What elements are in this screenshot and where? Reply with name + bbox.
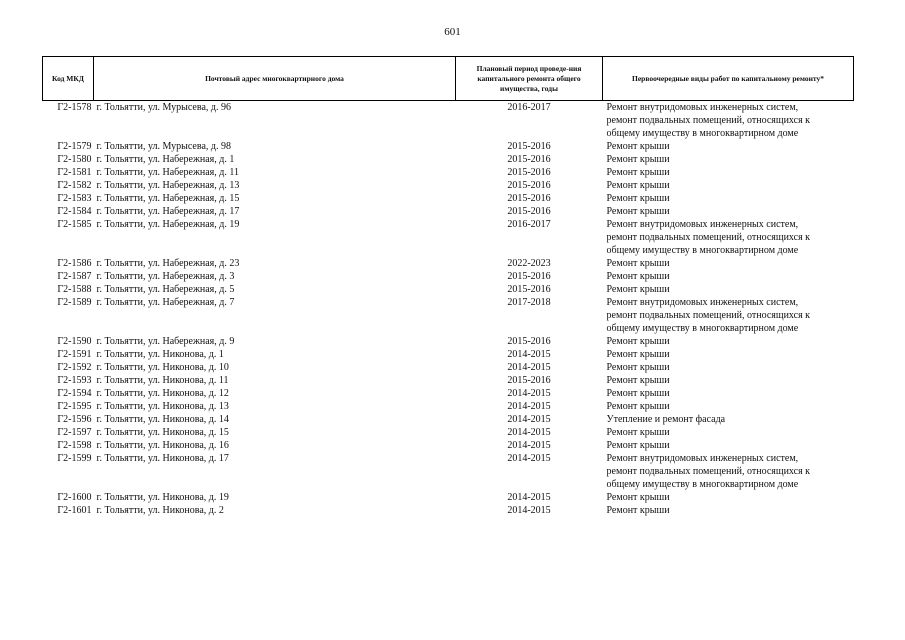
- cell-address: г. Тольятти, ул. Набережная, д. 13: [96, 180, 240, 191]
- cell-code: Г2-1593: [57, 375, 92, 386]
- table-row: [43, 257, 854, 270]
- cell-period: 2015-2016: [507, 180, 551, 191]
- column-header-works: Первоочередные виды работ по капитальному ремонту*: [603, 57, 854, 101]
- table-row: [43, 270, 854, 283]
- cell-works: [603, 361, 854, 374]
- table-row: [43, 335, 854, 348]
- table-row: [43, 296, 854, 335]
- table-row: [43, 140, 854, 153]
- cell-code: Г2-1595: [57, 401, 92, 412]
- cell-period: 2017-2018: [507, 297, 551, 308]
- cell-code: Г2-1587: [57, 271, 92, 282]
- cell-works: [603, 335, 854, 348]
- works-line: Ремонт крыши: [606, 440, 670, 451]
- works-line: Ремонт крыши: [606, 492, 670, 503]
- cell-works: [603, 348, 854, 361]
- cell-works: [603, 426, 854, 439]
- column-header-period: Плановый период проведе-ния капитального ремонта общего имущества, годы: [456, 57, 603, 101]
- works-line: Ремонт крыши: [606, 505, 670, 516]
- works-line: Утепление и ремонт фасада: [606, 414, 726, 425]
- works-line: Ремонт крыши: [606, 362, 670, 373]
- cell-code: Г2-1600: [57, 492, 92, 503]
- works-line: Ремонт крыши: [606, 180, 670, 191]
- cell-works: [603, 257, 854, 270]
- cell-works: [603, 205, 854, 218]
- cell-period: 2015-2016: [507, 375, 551, 386]
- cell-address: г. Тольятти, ул. Набережная, д. 19: [96, 219, 240, 230]
- cell-period: 2014-2015: [507, 414, 551, 425]
- cell-code: Г2-1597: [57, 427, 92, 438]
- cell-address: г. Тольятти, ул. Мурысева, д. 96: [96, 102, 231, 113]
- table-row: [43, 439, 854, 452]
- cell-works: [603, 140, 854, 153]
- works-line: ремонт подвальных помещений, относящихся к: [606, 232, 811, 243]
- works-line: Ремонт крыши: [606, 375, 670, 386]
- cell-works: [603, 452, 854, 491]
- cell-works: [603, 283, 854, 296]
- table-row: [43, 205, 854, 218]
- works-line: Ремонт внутридомовых инженерных систем,: [606, 219, 799, 230]
- works-line: Ремонт крыши: [606, 258, 670, 269]
- cell-code: Г2-1590: [57, 336, 92, 347]
- works-line: Ремонт внутридомовых инженерных систем,: [606, 453, 799, 464]
- cell-address: г. Тольятти, ул. Никонова, д. 10: [96, 362, 229, 373]
- works-line: ремонт подвальных помещений, относящихся к: [606, 115, 811, 126]
- cell-address: г. Тольятти, ул. Набережная, д. 17: [96, 206, 240, 217]
- works-line: Ремонт внутридомовых инженерных систем,: [606, 297, 799, 308]
- cell-period: 2014-2015: [507, 440, 551, 451]
- works-line: Ремонт крыши: [606, 271, 670, 282]
- works-line: общему имуществу в многоквартирном доме: [606, 128, 799, 139]
- cell-period: 2014-2015: [507, 401, 551, 412]
- cell-works: [603, 413, 854, 426]
- cell-period: 2015-2016: [507, 193, 551, 204]
- cell-works: [603, 218, 854, 257]
- cell-period: 2015-2016: [507, 167, 551, 178]
- cell-address: г. Тольятти, ул. Никонова, д. 16: [96, 440, 229, 451]
- works-line: общему имуществу в многоквартирном доме: [606, 323, 799, 334]
- cell-works: [603, 400, 854, 413]
- works-line: Ремонт крыши: [606, 284, 670, 295]
- table-row: [43, 374, 854, 387]
- works-line: Ремонт крыши: [606, 349, 670, 360]
- works-line: Ремонт крыши: [606, 154, 670, 165]
- cell-period: 2014-2015: [507, 453, 551, 464]
- table-row: [43, 192, 854, 205]
- cell-code: Г2-1588: [57, 284, 92, 295]
- cell-period: 2016-2017: [507, 219, 551, 230]
- table-row: [43, 218, 854, 257]
- works-line: Ремонт внутридомовых инженерных систем,: [606, 102, 799, 113]
- cell-address: г. Тольятти, ул. Никонова, д. 12: [96, 388, 229, 399]
- works-line: Ремонт крыши: [606, 427, 670, 438]
- table-row: [43, 491, 854, 504]
- works-line: общему имуществу в многоквартирном доме: [606, 479, 799, 490]
- cell-works: [603, 439, 854, 452]
- cell-address: г. Тольятти, ул. Никонова, д. 1: [96, 349, 224, 360]
- cell-address: г. Тольятти, ул. Никонова, д. 17: [96, 453, 229, 464]
- table-row: [43, 387, 854, 400]
- table-row: [43, 452, 854, 491]
- cell-works: [603, 270, 854, 283]
- cell-address: г. Тольятти, ул. Набережная, д. 9: [96, 336, 235, 347]
- cell-code: Г2-1585: [57, 219, 92, 230]
- table-row: [43, 101, 854, 141]
- works-line: Ремонт крыши: [606, 206, 670, 217]
- cell-works: [603, 374, 854, 387]
- cell-address: г. Тольятти, ул. Набережная, д. 23: [96, 258, 240, 269]
- cell-works: [603, 387, 854, 400]
- table-row: [43, 348, 854, 361]
- works-line: Ремонт крыши: [606, 401, 670, 412]
- cell-code: Г2-1582: [57, 180, 92, 191]
- cell-works: [603, 504, 854, 517]
- cell-period: 2016-2017: [507, 102, 551, 113]
- cell-address: г. Тольятти, ул. Мурысева, д. 98: [96, 141, 231, 152]
- cell-code: Г2-1599: [57, 453, 92, 464]
- works-line: Ремонт крыши: [606, 388, 670, 399]
- column-header-address: Почтовый адрес многоквартирного дома: [94, 57, 456, 101]
- cell-period: 2022-2023: [507, 258, 551, 269]
- table-row: [43, 166, 854, 179]
- cell-address: г. Тольятти, ул. Никонова, д. 15: [96, 427, 229, 438]
- works-line: Ремонт крыши: [606, 141, 670, 152]
- works-line: ремонт подвальных помещений, относящихся к: [606, 310, 811, 321]
- works-line: Ремонт крыши: [606, 193, 670, 204]
- works-line: ремонт подвальных помещений, относящихся к: [606, 466, 811, 477]
- cell-code: Г2-1579: [57, 141, 92, 152]
- cell-address: г. Тольятти, ул. Никонова, д. 13: [96, 401, 229, 412]
- cell-code: Г2-1591: [57, 349, 92, 360]
- cell-address: г. Тольятти, ул. Набережная, д. 3: [96, 271, 235, 282]
- cell-address: г. Тольятти, ул. Никонова, д. 19: [96, 492, 229, 503]
- cell-works: [603, 179, 854, 192]
- cell-period: 2015-2016: [507, 284, 551, 295]
- cell-period: 2014-2015: [507, 505, 551, 516]
- column-header-code: Код МКД: [43, 57, 94, 101]
- cell-address: г. Тольятти, ул. Набережная, д. 7: [96, 297, 235, 308]
- cell-code: Г2-1589: [57, 297, 92, 308]
- table-row: [43, 413, 854, 426]
- cell-period: 2015-2016: [507, 206, 551, 217]
- cell-works: [603, 491, 854, 504]
- cell-address: г. Тольятти, ул. Никонова, д. 14: [96, 414, 229, 425]
- cell-period: 2015-2016: [507, 336, 551, 347]
- table-header-row: [43, 57, 854, 101]
- cell-code: Г2-1601: [57, 505, 92, 516]
- cell-period: 2015-2016: [507, 141, 551, 152]
- works-line: общему имуществу в многоквартирном доме: [606, 245, 799, 256]
- cell-code: Г2-1594: [57, 388, 92, 399]
- cell-works: [603, 296, 854, 335]
- cell-code: Г2-1581: [57, 167, 92, 178]
- cell-code: Г2-1586: [57, 258, 92, 269]
- works-line: Ремонт крыши: [606, 167, 670, 178]
- cell-period: 2015-2016: [507, 271, 551, 282]
- cell-code: Г2-1598: [57, 440, 92, 451]
- cell-code: Г2-1583: [57, 193, 92, 204]
- table-body: [43, 101, 854, 518]
- cell-address: г. Тольятти, ул. Набережная, д. 11: [96, 167, 239, 178]
- cell-address: г. Тольятти, ул. Набережная, д. 5: [96, 284, 235, 295]
- works-line: Ремонт крыши: [606, 336, 670, 347]
- cell-period: 2015-2016: [507, 154, 551, 165]
- cell-address: г. Тольятти, ул. Никонова, д. 11: [96, 375, 229, 386]
- table-row: [43, 153, 854, 166]
- cell-code: Г2-1580: [57, 154, 92, 165]
- cell-works: [603, 192, 854, 205]
- cell-code: Г2-1578: [57, 102, 92, 113]
- table-row: [43, 504, 854, 517]
- cell-address: г. Тольятти, ул. Никонова, д. 2: [96, 505, 224, 516]
- cell-works: [603, 166, 854, 179]
- cell-period: 2014-2015: [507, 388, 551, 399]
- table-row: [43, 400, 854, 413]
- cell-code: Г2-1596: [57, 414, 92, 425]
- cell-period: 2014-2015: [507, 349, 551, 360]
- table-row: [43, 361, 854, 374]
- page-number: 601: [444, 26, 461, 38]
- cell-works: [603, 101, 854, 141]
- cell-period: 2014-2015: [507, 362, 551, 373]
- cell-period: 2014-2015: [507, 492, 551, 503]
- table-row: [43, 179, 854, 192]
- cell-address: г. Тольятти, ул. Набережная, д. 15: [96, 193, 240, 204]
- table-row: [43, 283, 854, 296]
- cell-address: г. Тольятти, ул. Набережная, д. 1: [96, 154, 235, 165]
- cell-works: [603, 153, 854, 166]
- cell-code: Г2-1592: [57, 362, 92, 373]
- table-row: [43, 426, 854, 439]
- cell-code: Г2-1584: [57, 206, 92, 217]
- capital-repair-table: [42, 56, 854, 517]
- cell-period: 2014-2015: [507, 427, 551, 438]
